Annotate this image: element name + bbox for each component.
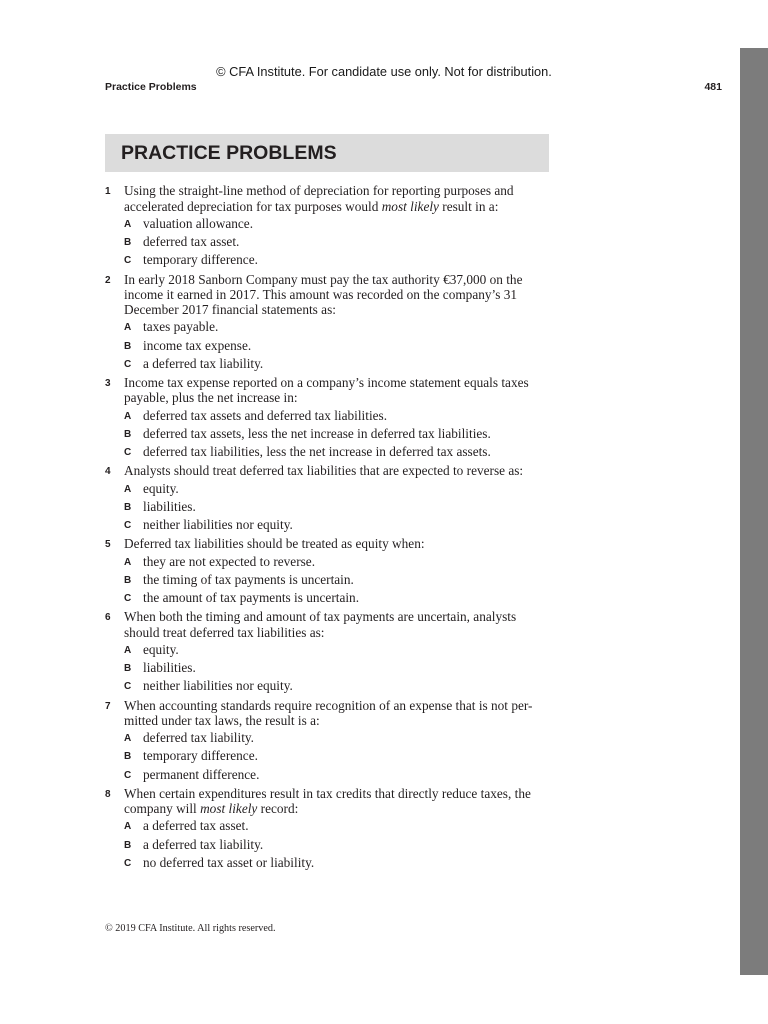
answer-options (0, 215, 740, 270)
option-text: neither liabilities nor equity. (143, 678, 293, 694)
answer-option-c (0, 854, 740, 872)
option-letter: C (124, 593, 132, 605)
option-text: taxes payable. (143, 319, 219, 335)
running-header-title: Practice Problems (105, 81, 197, 93)
answer-option-c (0, 677, 740, 695)
option-text: valuation allowance. (143, 215, 254, 231)
question-number: 2 (105, 274, 111, 286)
option-letter: B (124, 574, 132, 586)
question-5 (0, 536, 740, 609)
option-text: income tax expense. (143, 337, 252, 353)
question-stem-line: In early 2018 Sanborn Company must pay the tax authority €37,000 on the (124, 271, 523, 287)
option-text: equity. (143, 641, 179, 657)
emphasis-text: most likely (200, 801, 258, 817)
page-edge-tab (740, 48, 768, 975)
option-text: temporary difference. (143, 252, 258, 268)
answer-option-b (0, 747, 740, 765)
answer-option-c (0, 443, 740, 461)
question-number: 4 (105, 466, 111, 478)
option-text: deferred tax liability. (143, 730, 255, 746)
question-stem-line: When accounting standards require recognition of an expense that is not per- (124, 697, 533, 713)
option-letter: A (124, 733, 132, 745)
answer-option-a (0, 641, 740, 659)
answer-option-b (0, 337, 740, 355)
question-stem-line: When certain expenditures result in tax credits that directly reduce taxes, the (124, 785, 531, 801)
question-number: 8 (105, 788, 111, 800)
option-text: a deferred tax liability. (143, 836, 264, 852)
practice-problems-list (0, 183, 740, 874)
option-letter: C (124, 358, 132, 370)
question-stem-line: Using the straight-line method of depreciation for reporting purposes and (124, 183, 514, 199)
answer-options (0, 553, 740, 608)
answer-option-c (0, 516, 740, 534)
option-letter: B (124, 428, 132, 440)
option-text: equity. (143, 480, 179, 496)
stem-text: record: (257, 801, 299, 817)
option-letter: B (124, 237, 132, 249)
question-stem-line: Income tax expense reported on a company’s income statement equals taxes (124, 375, 529, 391)
question-stem-line (124, 801, 740, 816)
option-text: a deferred tax liability. (143, 355, 264, 371)
option-text: the amount of tax payments is uncertain. (143, 590, 360, 606)
answer-option-a (0, 318, 740, 336)
section-title-banner (105, 134, 549, 172)
option-letter: B (124, 751, 132, 763)
question-3 (0, 375, 740, 463)
stem-text: company will (124, 801, 201, 817)
option-letter: B (124, 340, 132, 352)
option-letter: C (124, 447, 132, 459)
option-letter: B (124, 839, 132, 851)
option-text: deferred tax assets and deferred tax liabilities. (143, 407, 388, 423)
emphasis-text: most likely (381, 198, 439, 214)
page-number: 481 (704, 81, 722, 93)
question-1 (0, 183, 740, 271)
answer-option-a (0, 817, 740, 835)
question-stem-line: should treat deferred tax liabilities as: (124, 624, 325, 640)
answer-option-a (0, 215, 740, 233)
answer-option-b (0, 233, 740, 251)
section-title: PRACTICE PROBLEMS (121, 142, 337, 164)
option-text: deferred tax asset. (143, 234, 240, 250)
answer-options (0, 817, 740, 872)
question-number: 1 (105, 186, 111, 198)
option-letter: A (124, 322, 132, 334)
option-letter: A (124, 821, 132, 833)
option-text: no deferred tax asset or liability. (143, 854, 315, 870)
stem-text: result in a: (438, 198, 499, 214)
answer-option-a (0, 553, 740, 571)
answer-option-c (0, 251, 740, 269)
answer-option-a (0, 729, 740, 747)
option-letter: C (124, 681, 132, 693)
answer-options (0, 318, 740, 373)
answer-options (0, 480, 740, 535)
option-letter: C (124, 255, 132, 267)
option-letter: A (124, 483, 132, 495)
option-letter: C (124, 857, 132, 869)
option-text: deferred tax liabilities, less the net increase in deferred tax assets. (143, 444, 491, 460)
option-letter: A (124, 218, 132, 230)
answer-option-b (0, 836, 740, 854)
option-letter: A (124, 556, 132, 568)
question-7 (0, 698, 740, 786)
answer-option-b (0, 659, 740, 677)
answer-option-c (0, 355, 740, 373)
question-number: 7 (105, 700, 111, 712)
option-text: temporary difference. (143, 748, 258, 764)
option-text: deferred tax assets, less the net increase in deferred tax liabilities. (143, 425, 491, 441)
option-text: neither liabilities nor equity. (143, 517, 293, 533)
question-8 (0, 786, 740, 874)
question-stem-line: Deferred tax liabilities should be treated as equity when: (124, 536, 425, 552)
question-number: 6 (105, 612, 111, 624)
option-letter: B (124, 663, 132, 675)
distribution-notice: © CFA Institute. For candidate use only. Not for distribution. (216, 64, 552, 79)
option-letter: A (124, 410, 132, 422)
answer-option-c (0, 766, 740, 784)
answer-options (0, 729, 740, 784)
answer-option-b (0, 425, 740, 443)
question-stem-line: December 2017 financial statements as: (124, 302, 336, 318)
question-stem-line: mitted under tax laws, the result is a: (124, 712, 320, 728)
answer-option-b (0, 571, 740, 589)
question-number: 3 (105, 378, 111, 390)
answer-options (0, 407, 740, 462)
option-text: they are not expected to reverse. (143, 553, 316, 569)
answer-option-b (0, 498, 740, 516)
question-6 (0, 609, 740, 697)
option-text: a deferred tax asset. (143, 818, 249, 834)
option-letter: C (124, 769, 132, 781)
stem-text: accelerated depreciation for tax purposes would (124, 198, 382, 214)
question-4 (0, 463, 740, 536)
option-letter: C (124, 520, 132, 532)
option-text: liabilities. (143, 660, 196, 676)
option-text: permanent difference. (143, 766, 260, 782)
copyright-footer: © 2019 CFA Institute. All rights reserved. (105, 923, 276, 934)
question-stem-line: When both the timing and amount of tax payments are uncertain, analysts (124, 609, 517, 625)
question-stem-line (124, 199, 740, 214)
option-text: liabilities. (143, 498, 196, 514)
answer-option-a (0, 407, 740, 425)
question-stem-line: payable, plus the net increase in: (124, 390, 298, 406)
answer-option-c (0, 589, 740, 607)
option-letter: A (124, 644, 132, 656)
answer-options (0, 641, 740, 696)
question-2 (0, 272, 740, 376)
question-stem-line: Analysts should treat deferred tax liabilities that are expected to reverse as: (124, 463, 524, 479)
question-number: 5 (105, 539, 111, 551)
answer-option-a (0, 480, 740, 498)
option-letter: B (124, 501, 132, 513)
option-text: the timing of tax payments is uncertain. (143, 571, 354, 587)
question-stem-line: income it earned in 2017. This amount was recorded on the company’s 31 (124, 286, 518, 302)
